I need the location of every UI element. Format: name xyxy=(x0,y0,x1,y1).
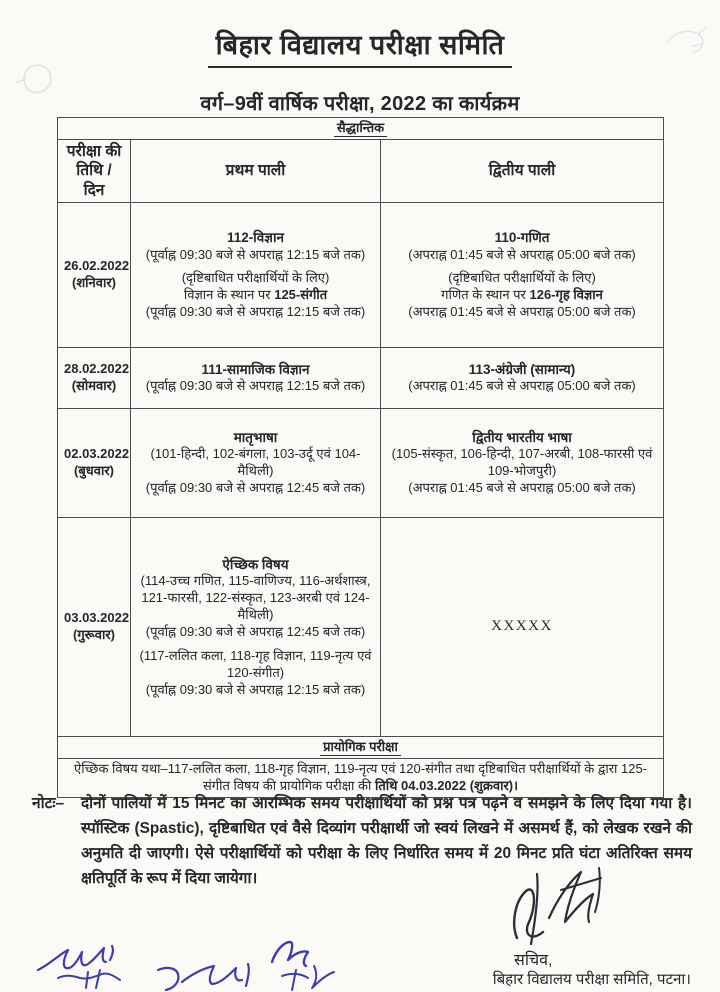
exam-day: (सोमवार) xyxy=(71,378,117,394)
cell-shift2-2 xyxy=(381,348,664,409)
column-header-date-line2: तिथि / दिन xyxy=(76,162,112,199)
note-segment: दोनों पालियों में xyxy=(81,795,173,812)
exam-day: (शनिवार) xyxy=(72,275,116,291)
no-exam-placeholder: XXXXX xyxy=(491,618,553,635)
exam-time: (पूर्वाह्न 09:30 बजे से अपराह्न 12:15 बजे तक) xyxy=(145,378,366,394)
note-minutes-15: 15 xyxy=(172,795,190,812)
table-row xyxy=(58,203,664,348)
cell-date-2 xyxy=(58,348,131,409)
cell-date-4 xyxy=(58,518,131,737)
note-segment: मिनट प्रति घंटा अतिरिक्त समय क्षतिपूर्ति के रूप में दिया जायेगा। xyxy=(81,845,693,887)
exam-date: 26.02.2022 xyxy=(64,258,130,274)
blind-substitute-line xyxy=(387,287,657,304)
blind-candidates-note: (दृष्टिबाधित परीक्षार्थियों के लिए) xyxy=(448,270,596,286)
subject-codes: (114-उच्च गणित, 115-वाणिज्य, 116-अर्थशास्त्र, 121-फारसी, 122-संस्कृत, 123-अरबी एवं 124-मैथिली) xyxy=(140,573,371,622)
secretary-signature xyxy=(503,860,623,956)
page-subtitle: वर्ग–9वीं वार्षिक परीक्षा, 2022 का कार्यक्रम xyxy=(200,93,520,115)
practical-text-end: । xyxy=(513,777,519,793)
exam-time: (पूर्वाह्न 09:30 बजे से अपराह्न 12:15 बजे तक) xyxy=(145,681,366,697)
note-minutes-20: 20 xyxy=(493,845,512,862)
blue-initials-1 xyxy=(30,936,160,992)
exam-time: (पूर्वाह्न 09:30 बजे से अपराह्न 12:45 बजे तक) xyxy=(145,623,366,639)
signatory-organization: बिहार विद्यालय परीक्षा समिति, पटना। xyxy=(492,971,691,988)
subject-codes: (117-ललित कला, 118-गृह विज्ञान, 119-नृत्य एवं 120-संगीत) xyxy=(139,647,372,680)
note-segment: मिनट का आरम्भिक समय परीक्षार्थियों को प्रश्न पत्र पढ़ने व समझने के लिए दिया गया है। स्पॉस्टिक (Spastic), दृष्टिबाधित एवं वैसे दिव्यांग परीक्षार्थी जो स्वयं लिखने में असमर्थ हैं, को लेखक रखने की अनुमति दी जाएगी। ऐसे परीक्षार्थियों को परीक्षा के लिए निर्धारित समय में xyxy=(81,795,693,862)
table-row xyxy=(58,409,664,518)
practical-header-cell xyxy=(58,737,664,759)
exam-date: 28.02.2022 xyxy=(64,361,130,377)
cell-date-1 xyxy=(58,203,131,348)
blue-initials-2 xyxy=(152,956,262,992)
faint-corner-scribble xyxy=(658,20,714,78)
exam-time: (पूर्वाह्न 09:30 बजे से अपराह्न 12:15 बजे तक) xyxy=(145,304,366,320)
exam-schedule-table xyxy=(57,117,664,798)
subject-name: द्वितीय भारतीय भाषा xyxy=(472,429,572,445)
cell-shift1-1 xyxy=(131,203,381,348)
subject-name: 113-अंग्रेजी (सामान्य) xyxy=(468,361,576,377)
column-header-row xyxy=(58,139,664,202)
signatory-title: सचिव, xyxy=(514,952,553,969)
substitute-subject: 126-गृह विज्ञान xyxy=(529,287,603,303)
section-header-cell xyxy=(58,118,664,140)
cell-shift2-3 xyxy=(381,409,664,518)
note-label: नोटः– xyxy=(32,795,65,812)
exam-date: 02.03.2022 xyxy=(64,446,130,462)
cell-date-3 xyxy=(58,409,131,518)
exam-time: (पूर्वाह्न 09:30 बजे से अपराह्न 12:45 बजे तक) xyxy=(145,480,366,496)
column-header-shift2: द्वितीय पाली xyxy=(381,139,664,202)
exam-time: (अपराह्न 01:45 बजे से अपराह्न 05:00 बजे तक) xyxy=(408,246,636,262)
subject-name: 111-सामाजिक विज्ञान xyxy=(201,361,310,377)
cell-shift1-4 xyxy=(131,518,381,737)
cell-shift1-3 xyxy=(131,409,381,518)
table-row xyxy=(58,348,664,409)
blind-substitute-line xyxy=(137,287,374,304)
exam-day: (गुरूवार) xyxy=(73,627,115,643)
exam-day: (बुधवार) xyxy=(74,463,114,479)
table-row xyxy=(58,518,664,737)
subject-name: 112-विज्ञान xyxy=(227,229,284,245)
substitute-subject: 125-संगीत xyxy=(274,287,328,303)
exam-date: 03.03.2022 xyxy=(64,610,130,626)
section-header-practical: प्रायोगिक परीक्षा xyxy=(320,739,401,756)
practical-header-row xyxy=(58,737,664,759)
cell-shift2-1 xyxy=(381,203,664,348)
subject-codes: (105-संस्कृत, 106-हिन्दी, 107-अरबी, 108-फारसी एवं 109-भोजपुरी) xyxy=(391,446,653,479)
column-header-shift1: प्रथम पाली xyxy=(131,139,381,202)
cell-shift1-2 xyxy=(131,348,381,409)
subject-codes: (101-हिन्दी, 102-बंगला, 103-उर्दू एवं 104-मैथिली) xyxy=(150,446,361,479)
subject-name: ऐच्छिक विषय xyxy=(222,556,289,572)
exam-time: (पूर्वाह्न 09:30 बजे से अपराह्न 12:15 बजे तक) xyxy=(145,246,366,262)
column-header-date-line1: परीक्षा की xyxy=(66,142,122,160)
subject-name: मातृभाषा xyxy=(233,429,278,445)
exam-time: (अपराह्न 01:45 बजे से अपराह्न 05:00 बजे तक) xyxy=(408,304,636,320)
cell-shift2-4 xyxy=(381,518,664,737)
practical-text: ऐच्छिक विषय यथा–117-ललित कला, 118-गृह विज्ञान, 119-नृत्य एवं 120-संगीत तथा दृष्टिबाधित परीक्षार्थियों के द्वारा 125-संगीत विषय की प्रायोगिक परीक्षा की xyxy=(74,760,648,793)
practical-date: तिथि 04.03.2022 (शुक्रवार) xyxy=(374,777,514,793)
substitute-prefix: गणित के स्थान पर xyxy=(441,287,530,303)
exam-time: (अपराह्न 01:45 बजे से अपराह्न 05:00 बजे तक) xyxy=(408,378,636,394)
page-title: बिहार विद्यालय परीक्षा समिति xyxy=(208,25,513,68)
punch-hole-mark xyxy=(12,56,62,102)
subject-name: 110-गणित xyxy=(494,229,550,245)
document-title-wrap xyxy=(0,0,720,68)
column-header-date xyxy=(58,139,131,202)
substitute-prefix: विज्ञान के स्थान पर xyxy=(183,287,275,303)
blue-initials-3 xyxy=(262,936,346,992)
blind-candidates-note: (दृष्टिबाधित परीक्षार्थियों के लिए) xyxy=(181,270,330,286)
exam-time: (अपराह्न 01:45 बजे से अपराह्न 05:00 बजे तक) xyxy=(408,480,636,496)
section-header-row xyxy=(58,118,664,140)
section-header-theory: सैद्धान्तिक xyxy=(334,120,387,137)
